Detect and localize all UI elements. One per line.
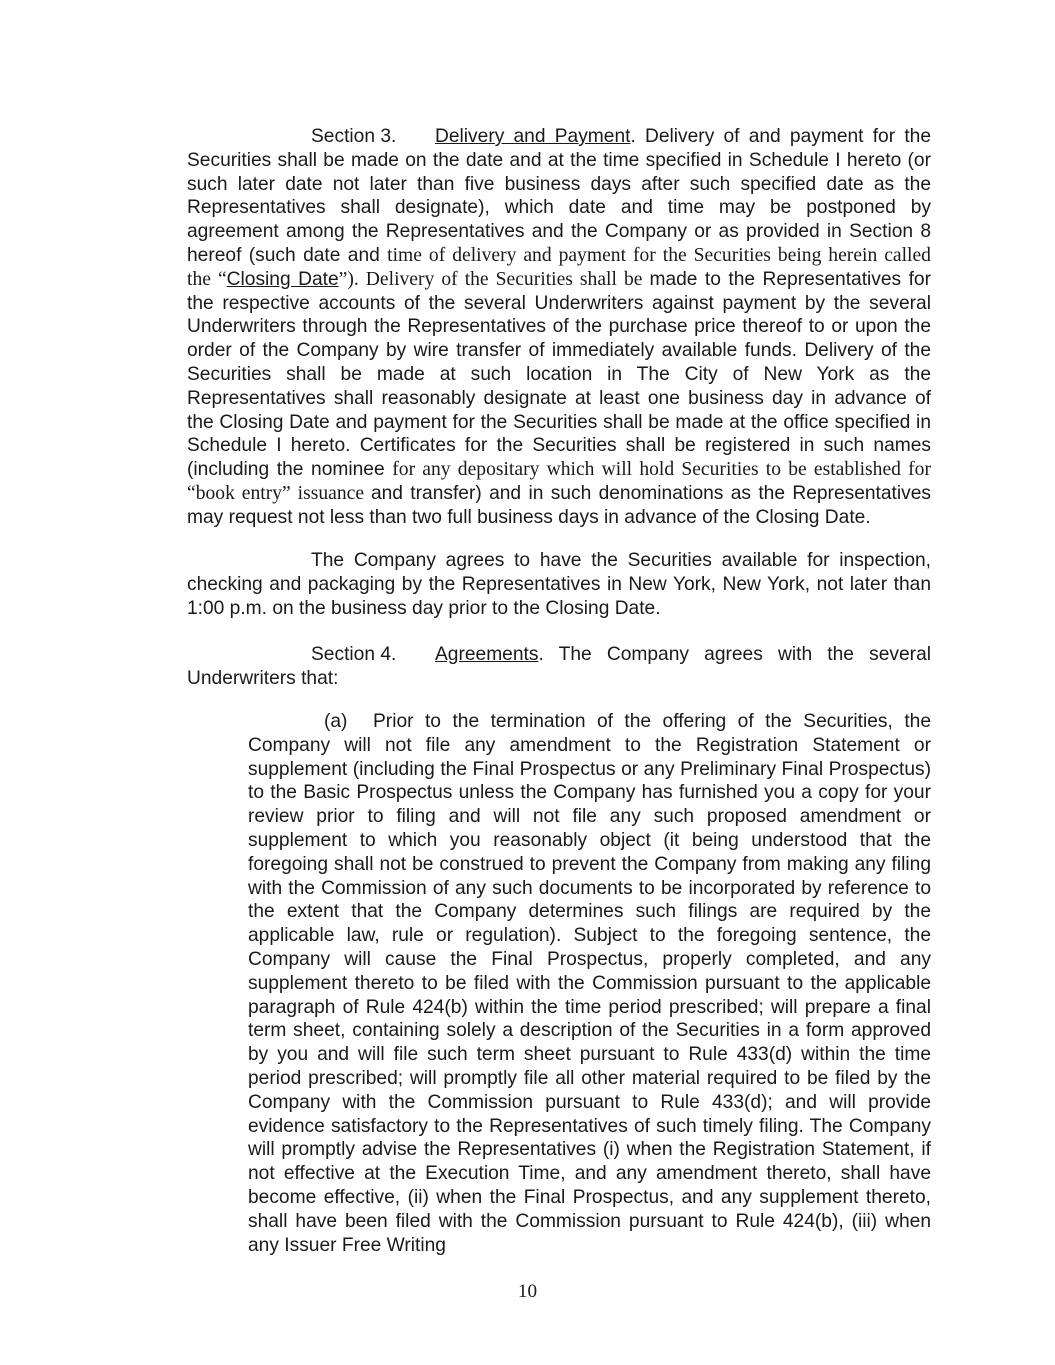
section-4-paragraph (187, 643, 931, 691)
section-3-title: Delivery and Payment (435, 126, 631, 147)
clause-a-text: Prior to the termination of the offering of the Securities, the Company will not file any amendment to the Registration Statement or supplement (including the Final Prospectus or any Preliminary Final Prospectus) to the Basic Prospectus unless the Company has furnished you a copy for your review prior to filing and will not file any such proposed amendment or supplement to which you reasonably object (it being understood that the foregoing shall not be construed to prevent the Company from making any filing with the Commission of any such documents to be incorporated by reference to the extent that the Company determines such filings are required by the applicable law, rule or regulation). Subject to the foregoing sentence, the Company will cause the Final Prospectus, properly completed, and any supplement thereto to be filed with the Commission pursuant to the applicable paragraph of Rule 424(b) within the time period prescribed; will prepare a final term sheet, containing solely a description of the Securities in a form approved by you and will file such term sheet pursuant to Rule 433(d) within the time period prescribed; will promptly file all other material required to be filed by the Company with the Commission pursuant to Rule 433(d); and will provide evidence satisfactory to the Representatives of such timely filing. The Company will promptly advise the Representatives (i) when the Registration Statement, if not effective at the Execution Time, and any amendment thereto, shall have become effective, (ii) when the Final Prospectus, and any supplement thereto, shall have been filed with the Commission pursuant to Rule 424(b), (iii) when any Issuer Free Writing (248, 711, 931, 1256)
section-3-text-c: ”). Delivery of the Securities shall be (338, 268, 650, 290)
clause-a-paragraph (248, 710, 931, 1257)
section-3-text-a: . Delivery of and payment for the Securities shall be made on the date and at the time specified in Schedule I hereto (or such later date not later than five business days after such specified date as the Representatives shall designate), which date and time may be postponed by agreement among the Representatives and the Company or as provided in Section 8 hereof (such date and (187, 126, 931, 266)
section-4-text: . The Company agrees with the several Underwriters that: (187, 644, 931, 689)
clause-a-label: (a) (324, 711, 348, 732)
section-4-title: Agreements (435, 644, 539, 665)
section-3-paragraph (187, 125, 931, 530)
section-3-text-e: for any depositary which will hold Securities to be established for “book entry” issuance (187, 459, 931, 504)
section-3-number: Section 3. (311, 126, 397, 147)
section-4-number: Section 4. (311, 644, 397, 665)
section-3-text-b: time of delivery and payment for the Securities being herein called the “ (187, 244, 931, 290)
inspection-paragraph: The Company agrees to have the Securities available for inspection, checking and packaging by the Representatives in New York, New York, not later than 1:00 p.m. on the business day prior to the Closing Date. (187, 550, 931, 619)
page-number: 10 (517, 1281, 538, 1302)
section-3-text-d: made to the Representatives for the respective accounts of the several Underwriters against payment by the several Underwriters through the Representatives of the purchase price thereof to or upon the order of the Company by wire transfer of immediately available funds. Delivery of the Securities shall be made at such location in The City of New York as the Representatives shall reasonably designate at least one business day in advance of the Closing Date and payment for the Securities shall be made at the office specified in Schedule I hereto. Certificates for the Securities shall be registered in such names (including the nominee (187, 268, 931, 481)
section-3-text-f: and transfer) and in such denominations as the Representatives may request not less than two full business days in advance of the Closing Date. (187, 482, 932, 528)
closing-date-term: Closing Date (226, 268, 339, 290)
